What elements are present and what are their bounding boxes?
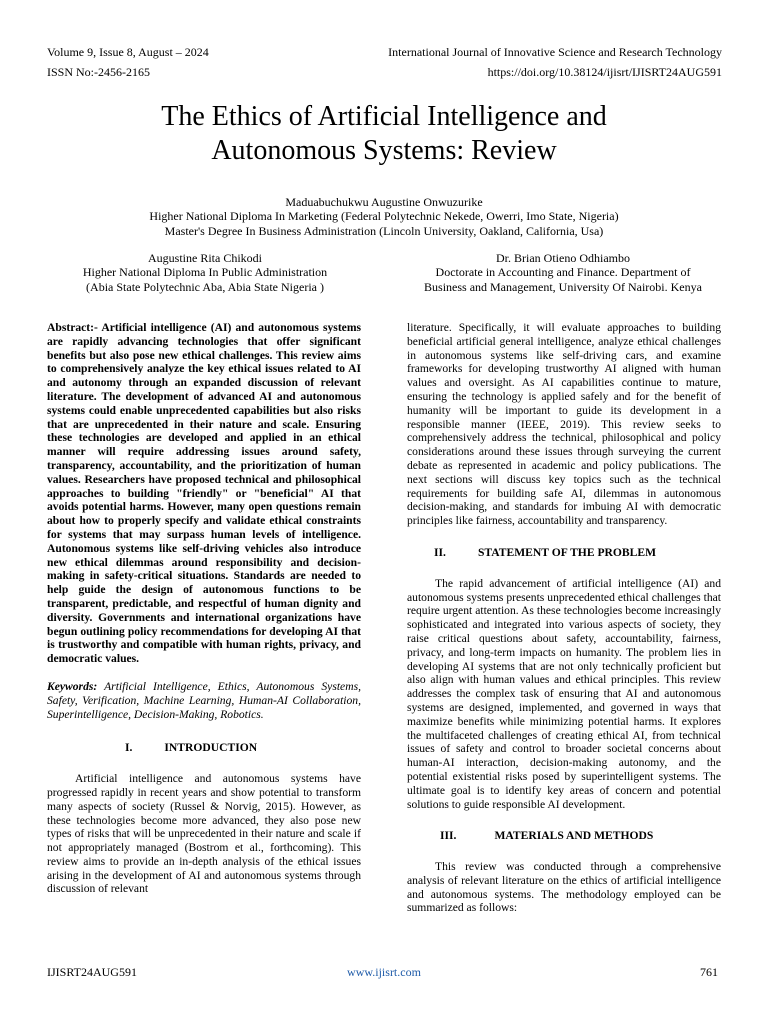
footer-website-link[interactable]: www.ijisrt.com [347, 965, 421, 979]
paper-title [0, 100, 768, 168]
keywords-text: Artificial Intelligence, Ethics, Autonomous Systems, Safety, Verification, Machine Learning, Human-AI Collaboration, Superintelligence, Decision-Making, Robotics. [47, 679, 361, 721]
author-affiliation: Higher National Diploma In Public Administration [82, 265, 328, 280]
section-title: MATERIALS AND METHODS [494, 829, 654, 843]
author-name: Dr. Brian Otieno Odhiambo [496, 251, 630, 265]
title-line-1: The Ethics of Artificial Intelligence and [161, 101, 607, 132]
author-affiliation: Business and Management, University Of Nairobi. Kenya [424, 279, 702, 294]
abstract: Abstract:- Artificial intelligence (AI) and autonomous systems are rapidly advancing technologies that offer significant benefits but also pose new ethical challenges. This review aims to comprehensively analyze the key ethical issues related to AI and autonomy through an expanded discussion of relevant literature. The development of advanced AI and autonomous systems could enable unprecedented capabilities but also risks that are unprecedented in their nature and scale. Ensuring these technologies are developed and applied in an ethical manner will require addressing issues around safety, transparency, accountability, and the prioritization of human values. Researchers have proposed technical and philosophical approaches to building "friendly" or "beneficial" AI that avoids potential harms. However, many open questions remain about how to properly specify and validate ethical constraints for systems that may surpass human levels of intelligence. Autonomous systems like self-driving vehicles also introduce new ethical dilemmas around responsibility and decision-making in safety-critical situations. Standards are needed to help guide the design of autonomous functions to be transparent, predictable, and respectful of human dignity and diversity. Governments and international organizations have begun outlining policy recommendations for developing AI that is trustworthy and compatible with human rights, privacy, and democratic values. [47, 321, 361, 666]
author-block-3 [398, 251, 728, 294]
header-volume: Volume 9, Issue 8, August – 2024 [47, 45, 209, 59]
author-affiliation: Higher National Diploma In Marketing (Federal Polytechnic Nekede, Owerri, Imo State, Nigeria) [149, 209, 619, 224]
section-heading-introduction [47, 741, 361, 755]
section-heading-statement [407, 546, 721, 560]
keywords-label: Keywords: [47, 679, 98, 693]
section-number: III. [440, 829, 457, 843]
introduction-paragraph: Artificial intelligence and autonomous systems have progressed rapidly in recent years and show potential to transform many aspects of society (Russel & Norvig, 2015). However, as these technologies become more advanced, they also pose new types of risks that will be unprecedented in their nature and scale if not appropriately managed (Bostrom et al., forthcoming). This review aims to provide an in-depth analysis of the ethical issues arising in the development of AI and autonomous systems through discussion of relevant [47, 772, 361, 896]
right-column [407, 321, 721, 915]
header-doi[interactable]: https://doi.org/10.38124/ijisrt/IJISRT24AUG591 [487, 65, 722, 79]
author-block-2 [40, 251, 370, 294]
left-column [47, 321, 361, 896]
section-title: INTRODUCTION [164, 741, 258, 755]
section-number: II. [434, 545, 446, 559]
keywords [47, 680, 361, 721]
section-heading-methods [407, 829, 721, 843]
author-name: Augustine Rita Chikodi [148, 251, 262, 265]
introduction-continued: literature. Specifically, it will evaluate approaches to building beneficial artificial general intelligence, analyze ethical challenges in autonomous systems like self-driving cars, and examine frameworks for developing trustworthy AI aligned with human values and oversight. As AI capabilities continue to mature, ensuring the technology is applied safely and for the benefit of humanity will be important to guide its development in a responsible manner (IEEE, 2019). This review seeks to comprehensively address the technical, philosophical and policy considerations around these issues through surveying the current debate as represented in academic and policy publications. The next sections will discuss key topics such as the technical requirements for building safe AI, dilemmas in autonomous decision-making, and standards for imbuing AI with democratic principles like fairness, accountability and transparency. [407, 321, 721, 528]
author-name: Maduabuchukwu Augustine Onwuzurike [285, 195, 483, 209]
header-issn: ISSN No:-2456-2165 [47, 65, 151, 79]
author-affiliation: (Abia State Polytechnic Aba, Abia State Nigeria ) [86, 279, 324, 294]
author-affiliation: Master's Degree In Business Administration (Lincoln University, Oakland, California, Usa) [164, 223, 604, 238]
statement-paragraph: The rapid advancement of artificial intelligence (AI) and autonomous systems presents unprecedented ethical challenges that require urgent attention. As these technologies become increasingly sophisticated and integrated into various aspects of society, they raise critical questions about safety, accountability, fairness, privacy, and long-term impacts on humanity. The problem lies in developing AI systems that are not only technically proficient but also align with human values and ethical principles. This review addresses the complex task of ensuring that AI and autonomous systems are designed, implemented, and governed in ways that maximize benefits while minimizing potential harms. It explores the multifaceted challenges of creating ethical AI, from technical issues of safety and control to broader societal concerns about human-AI interaction, decision-making autonomy, and the potential existential risks posed by superintelligent systems. The ultimate goal is to identify key areas of concern and potential solutions to guide responsible AI development. [407, 576, 721, 811]
section-title: STATEMENT OF THE PROBLEM [477, 545, 657, 559]
footer-code: IJISRT24AUG591 [47, 965, 137, 979]
methods-paragraph: This review was conducted through a comprehensive analysis of relevant literature on the ethics of artificial intelligence and autonomous systems. The methodology employed can be summarized as follows: [407, 860, 721, 915]
section-number: I. [125, 741, 133, 755]
author-block-1 [0, 195, 768, 238]
header-journal: International Journal of Innovative Science and Research Technology [388, 45, 722, 59]
author-affiliation: Doctorate in Accounting and Finance. Department of [435, 265, 691, 280]
title-line-2: Autonomous Systems: Review [211, 135, 557, 166]
footer-page-number: 761 [700, 965, 718, 979]
